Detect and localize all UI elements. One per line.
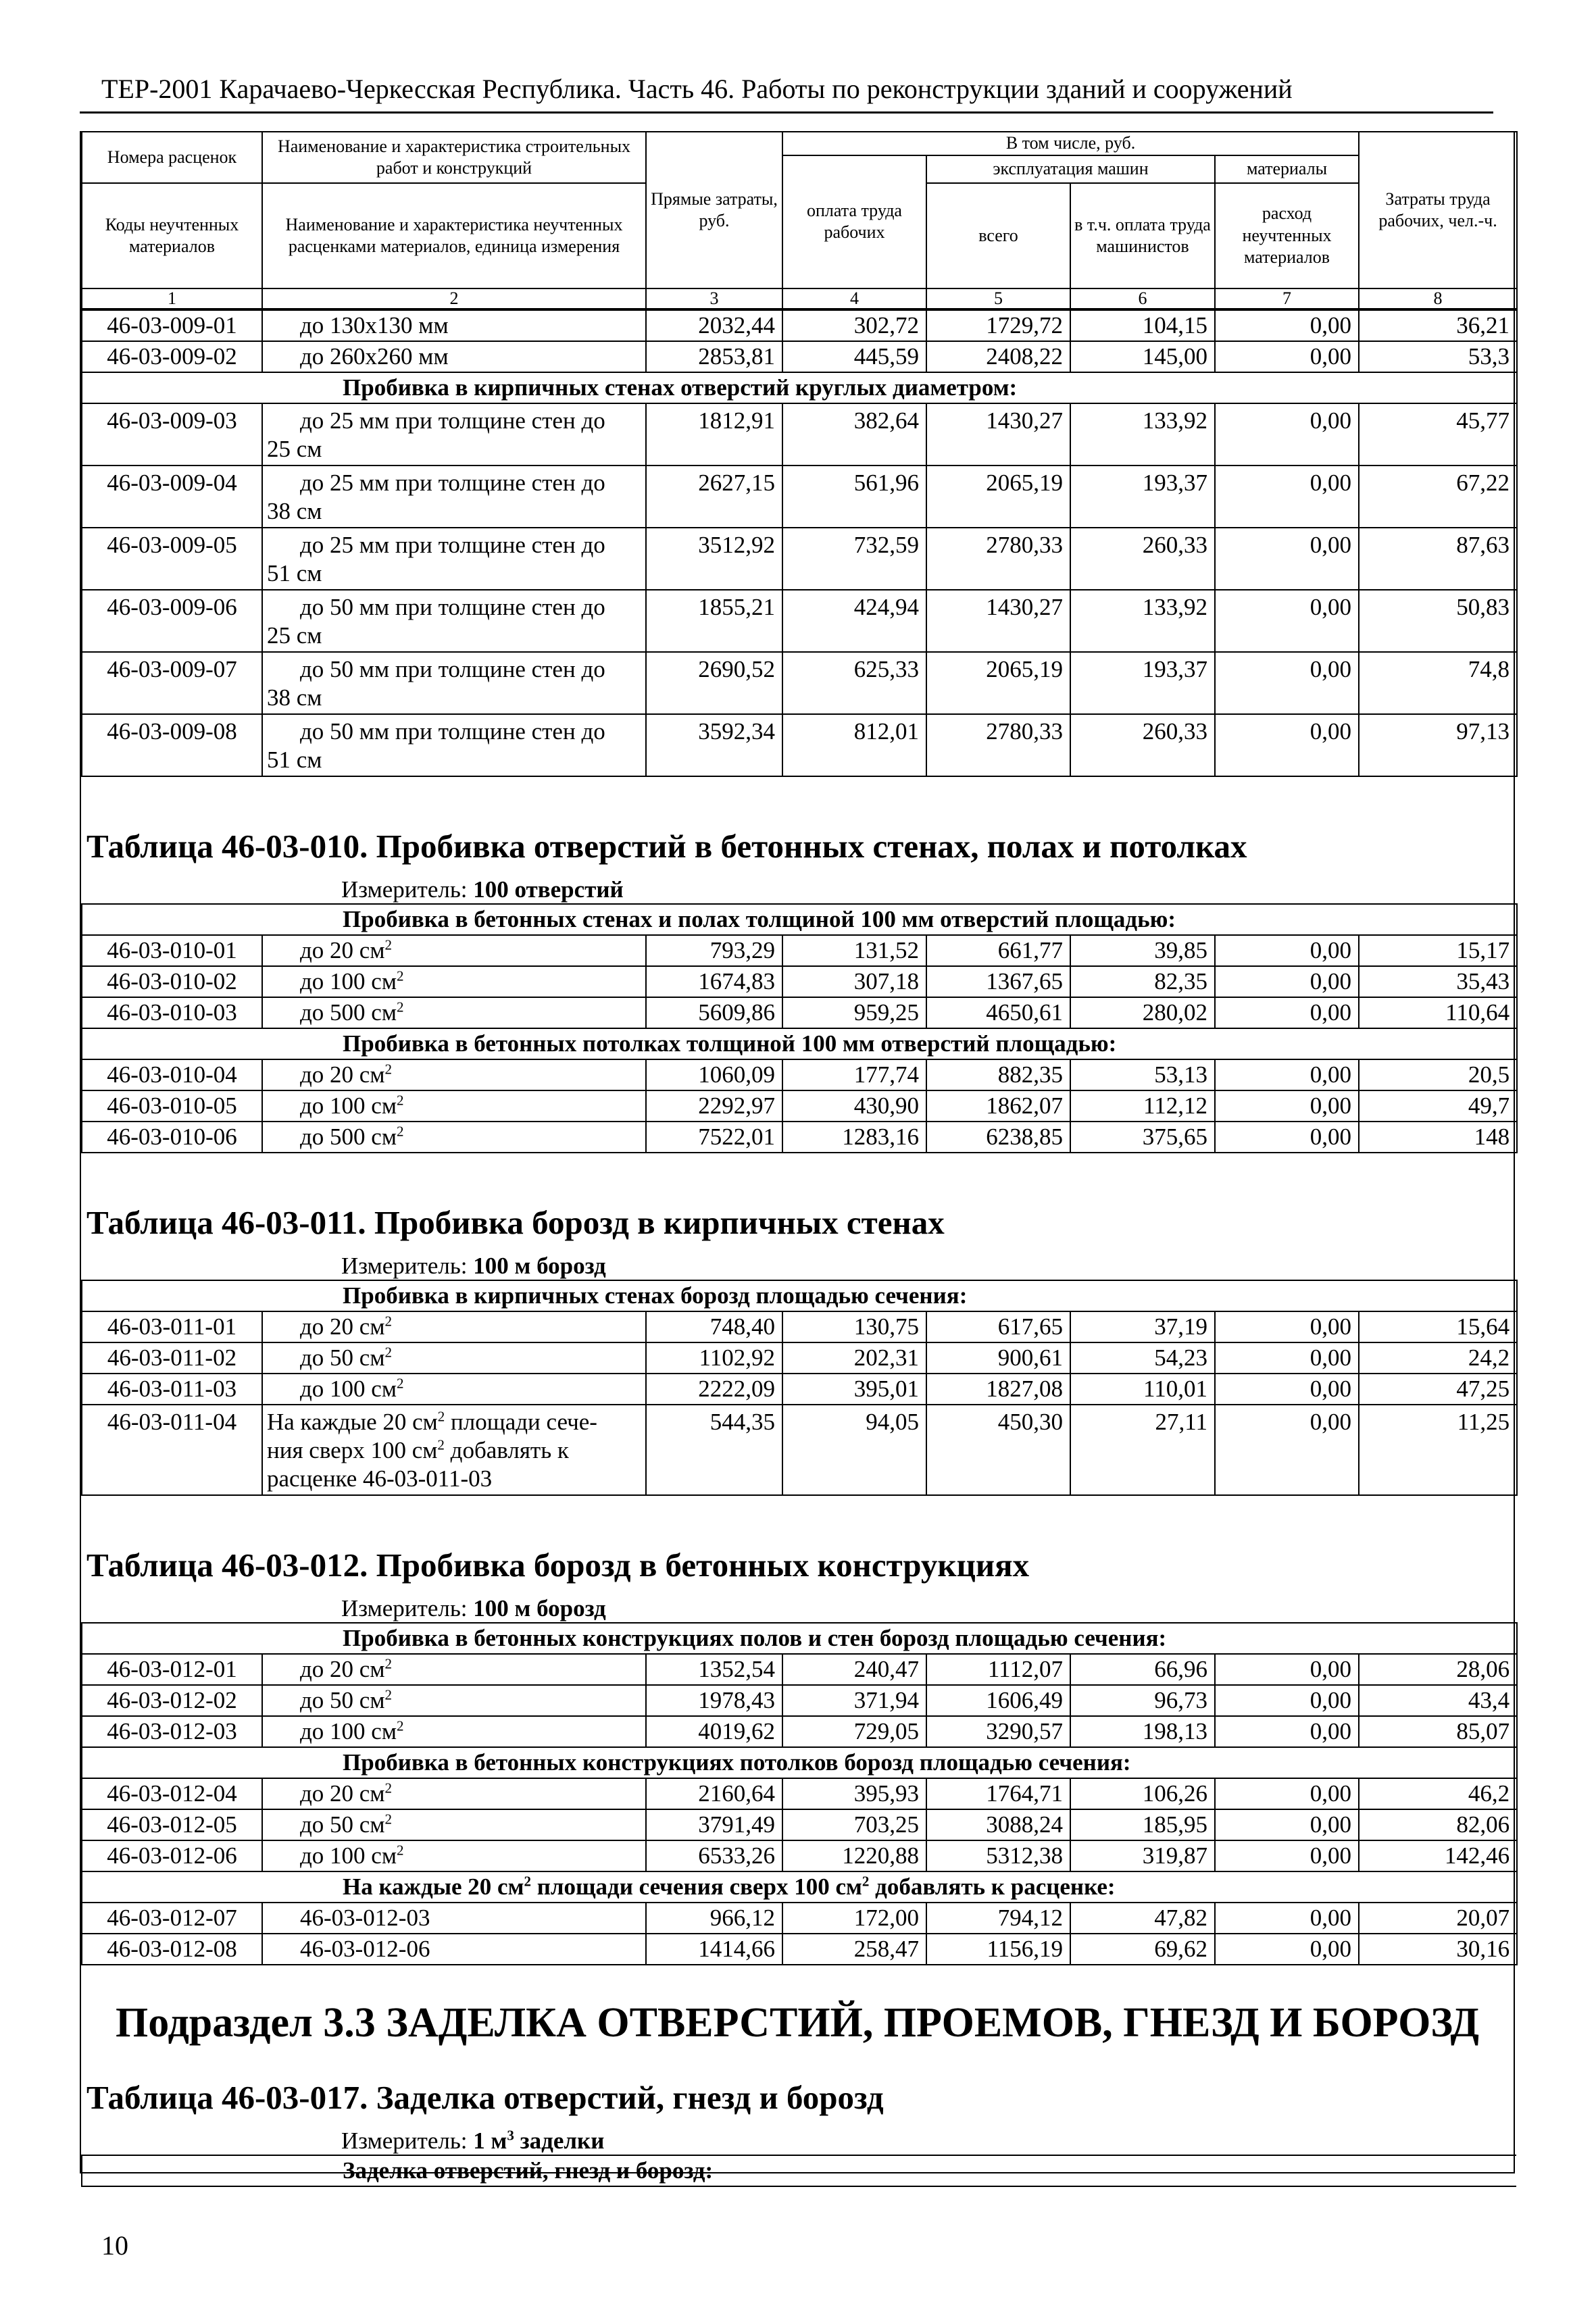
rate-description: до 20 $см^2$ [262, 935, 646, 966]
value-cell: 0,00 [1215, 1405, 1359, 1495]
value-cell: 49,7 [1359, 1090, 1517, 1122]
value-cell: 67,22 [1359, 466, 1517, 528]
rate-code: 46-03-009-03 [82, 403, 262, 466]
page-number: 10 [101, 2230, 128, 2261]
section-row [82, 372, 1517, 403]
col-number: 4 [782, 288, 926, 309]
rate-description: до 20 $см^2$ [262, 1778, 646, 1809]
value-cell: 5609,86 [646, 997, 782, 1028]
value-cell: 1430,27 [926, 590, 1070, 652]
value-cell: 544,35 [646, 1405, 782, 1495]
table-row [82, 714, 1517, 776]
rate-code: 46-03-009-07 [82, 652, 262, 714]
value-cell: 240,47 [782, 1654, 926, 1685]
value-cell: 1060,09 [646, 1059, 782, 1090]
value-cell: 395,01 [782, 1374, 926, 1405]
column-header-table [81, 131, 1518, 309]
value-cell: 5312,38 [926, 1840, 1070, 1871]
value-cell: 185,95 [1070, 1809, 1215, 1840]
value-cell: 133,92 [1070, 403, 1215, 466]
value-cell: 193,37 [1070, 652, 1215, 714]
value-cell: 0,00 [1215, 997, 1359, 1028]
value-cell: 793,29 [646, 935, 782, 966]
value-cell: 2627,15 [646, 466, 782, 528]
table-row [82, 341, 1517, 372]
rate-code: 46-03-010-05 [82, 1090, 262, 1122]
value-cell: 0,00 [1215, 1122, 1359, 1153]
value-cell: 0,00 [1215, 310, 1359, 341]
value-cell: 54,23 [1070, 1342, 1215, 1374]
rate-description: до 25 мм при толщине стен до 25 см [262, 403, 646, 466]
value-cell: 193,37 [1070, 466, 1215, 528]
value-cell: 39,85 [1070, 935, 1215, 966]
table-46-03-012 [81, 1622, 1518, 1965]
value-cell: 35,43 [1359, 966, 1517, 997]
value-cell: 96,73 [1070, 1685, 1215, 1716]
rate-description: до 20 $см^2$ [262, 1059, 646, 1090]
value-cell: 2408,22 [926, 341, 1070, 372]
value-cell: 37,19 [1070, 1311, 1215, 1342]
value-cell: 130,75 [782, 1311, 926, 1342]
value-cell: 43,4 [1359, 1685, 1517, 1716]
section-heading: На каждые 20 $см^2$ площади сечения сверх 100 $см^2$ добавлять к расценке: [82, 1871, 1517, 1903]
value-cell: 0,00 [1215, 1934, 1359, 1965]
col-labor-cost-header: Затраты труда рабочих, чел.-ч. [1359, 132, 1517, 288]
col-number: 1 [82, 288, 262, 309]
value-cell: 1674,83 [646, 966, 782, 997]
value-cell: 3791,49 [646, 1809, 782, 1840]
value-cell: 172,00 [782, 1903, 926, 1934]
value-cell: 1729,72 [926, 310, 1070, 341]
value-cell: 1156,19 [926, 1934, 1070, 1965]
table-row [82, 935, 1517, 966]
rate-description: до 100 $см^2$ [262, 1374, 646, 1405]
col-code-header: Номера расценок [82, 132, 262, 183]
value-cell: 145,00 [1070, 341, 1215, 372]
value-cell: 382,64 [782, 403, 926, 466]
rate-description: до 50 $см^2$ [262, 1685, 646, 1716]
value-cell: 260,33 [1070, 528, 1215, 590]
value-cell: 148 [1359, 1122, 1517, 1153]
rate-description: до 100 $см^2$ [262, 1840, 646, 1871]
value-cell: 1352,54 [646, 1654, 782, 1685]
rate-description: 46-03-012-03 [262, 1903, 646, 1934]
col-direct-header: Прямые затраты, руб. [646, 132, 782, 288]
value-cell: 395,93 [782, 1778, 926, 1809]
header-rule [80, 111, 1493, 114]
rate-description: На каждые 20 $см^2$ площади сече- ния сверх 100 $см^2$ добавлять к расценке 46-03-011-03 [262, 1405, 646, 1495]
value-cell: 0,00 [1215, 652, 1359, 714]
value-cell: 0,00 [1215, 1778, 1359, 1809]
rate-code: 46-03-012-06 [82, 1840, 262, 1871]
rate-description: до 500 $см^2$ [262, 997, 646, 1028]
value-cell: 445,59 [782, 341, 926, 372]
value-cell: 94,05 [782, 1405, 926, 1495]
table-012-title: Таблица 46-03-012. Пробивка борозд в бетонных конструкциях [86, 1546, 1030, 1584]
table-010-meter: Измеритель: 100 отверстий [341, 876, 624, 903]
table-row [82, 590, 1517, 652]
section-row [82, 1747, 1517, 1778]
col-number: 6 [1070, 288, 1215, 309]
rate-description: до 500 $см^2$ [262, 1122, 646, 1153]
value-cell: 900,61 [926, 1342, 1070, 1374]
value-cell: 258,47 [782, 1934, 926, 1965]
table-row [82, 1934, 1517, 1965]
value-cell: 177,74 [782, 1059, 926, 1090]
table-row [82, 1405, 1517, 1495]
rate-code: 46-03-012-08 [82, 1934, 262, 1965]
rate-code: 46-03-011-03 [82, 1374, 262, 1405]
table-010-title: Таблица 46-03-010. Пробивка отверстий в бетонных стенах, полах и потолках [86, 828, 1247, 865]
col-number: 8 [1359, 288, 1517, 309]
table-row [82, 466, 1517, 528]
rate-code: 46-03-012-01 [82, 1654, 262, 1685]
rate-code: 46-03-009-08 [82, 714, 262, 776]
rate-code: 46-03-010-01 [82, 935, 262, 966]
value-cell: 47,82 [1070, 1903, 1215, 1934]
value-cell: 20,07 [1359, 1903, 1517, 1934]
rate-code: 46-03-011-01 [82, 1311, 262, 1342]
value-cell: 2065,19 [926, 652, 1070, 714]
value-cell: 2292,97 [646, 1090, 782, 1122]
table-row [82, 1840, 1517, 1871]
table-row [82, 1122, 1517, 1153]
rate-code: 46-03-009-04 [82, 466, 262, 528]
rate-code: 46-03-012-07 [82, 1903, 262, 1934]
table-row [82, 1311, 1517, 1342]
value-cell: 966,12 [646, 1903, 782, 1934]
value-cell: 0,00 [1215, 1374, 1359, 1405]
rate-description: до 50 мм при толщине стен до 38 см [262, 652, 646, 714]
value-cell: 625,33 [782, 652, 926, 714]
rate-code: 46-03-012-02 [82, 1685, 262, 1716]
value-cell: 74,8 [1359, 652, 1517, 714]
table-row [82, 966, 1517, 997]
table-017-title: Таблица 46-03-017. Заделка отверстий, гнезд и борозд [86, 2079, 884, 2116]
value-cell: 20,5 [1359, 1059, 1517, 1090]
value-cell: 53,13 [1070, 1059, 1215, 1090]
value-cell: 1414,66 [646, 1934, 782, 1965]
value-cell: 2222,09 [646, 1374, 782, 1405]
value-cell: 53,3 [1359, 341, 1517, 372]
rate-code: 46-03-009-01 [82, 310, 262, 341]
table-row [82, 310, 1517, 341]
value-cell: 561,96 [782, 466, 926, 528]
value-cell: 131,52 [782, 935, 926, 966]
value-cell: 82,06 [1359, 1809, 1517, 1840]
col-machines-header: эксплуатация машин [926, 155, 1215, 184]
value-cell: 0,00 [1215, 341, 1359, 372]
value-cell: 0,00 [1215, 1654, 1359, 1685]
section-row [82, 1871, 1517, 1903]
value-cell: 69,62 [1070, 1934, 1215, 1965]
table-row [82, 1090, 1517, 1122]
rate-description: до 260х260 мм [262, 341, 646, 372]
value-cell: 110,64 [1359, 997, 1517, 1028]
value-cell: 0,00 [1215, 403, 1359, 466]
value-cell: 0,00 [1215, 1716, 1359, 1747]
section-heading: Пробивка в бетонных конструкциях потолков борозд площадью сечения: [82, 1747, 1517, 1778]
value-cell: 2690,52 [646, 652, 782, 714]
value-cell: 450,30 [926, 1405, 1070, 1495]
table-row [82, 528, 1517, 590]
subsection-title: Подраздел 3.3 ЗАДЕЛКА ОТВЕРСТИЙ, ПРОЕМОВ, ГНЕЗД И БОРОЗД [116, 2000, 1479, 2046]
value-cell: 617,65 [926, 1311, 1070, 1342]
table-row [82, 652, 1517, 714]
rate-code: 46-03-009-05 [82, 528, 262, 590]
value-cell: 3088,24 [926, 1809, 1070, 1840]
value-cell: 794,12 [926, 1903, 1070, 1934]
value-cell: 2780,33 [926, 714, 1070, 776]
section-heading: Пробивка в кирпичных стенах отверстий круглых диаметром: [82, 372, 1517, 403]
value-cell: 6533,26 [646, 1840, 782, 1871]
value-cell: 1606,49 [926, 1685, 1070, 1716]
value-cell: 1367,65 [926, 966, 1070, 997]
value-cell: 0,00 [1215, 1090, 1359, 1122]
col-materials-header: материалы [1215, 155, 1359, 184]
value-cell: 2853,81 [646, 341, 782, 372]
value-cell: 0,00 [1215, 935, 1359, 966]
section-heading: Пробивка в кирпичных стенах борозд площадью сечения: [82, 1280, 1517, 1311]
rate-description: до 50 $см^2$ [262, 1809, 646, 1840]
value-cell: 97,13 [1359, 714, 1517, 776]
section-row [82, 2155, 1516, 2186]
value-cell: 0,00 [1215, 966, 1359, 997]
section-row [82, 1623, 1517, 1654]
value-cell: 319,87 [1070, 1840, 1215, 1871]
value-cell: 812,01 [782, 714, 926, 776]
value-cell: 0,00 [1215, 590, 1359, 652]
rate-description: до 100 $см^2$ [262, 966, 646, 997]
value-cell: 28,06 [1359, 1654, 1517, 1685]
value-cell: 7522,01 [646, 1122, 782, 1153]
value-cell: 882,35 [926, 1059, 1070, 1090]
value-cell: 133,92 [1070, 590, 1215, 652]
table-46-03-011 [81, 1280, 1518, 1496]
section-heading: Пробивка в бетонных конструкциях полов и стен борозд площадью сечения: [82, 1623, 1517, 1654]
rate-code: 46-03-012-04 [82, 1778, 262, 1809]
value-cell: 430,90 [782, 1090, 926, 1122]
value-cell: 50,83 [1359, 590, 1517, 652]
value-cell: 24,2 [1359, 1342, 1517, 1374]
rate-code: 46-03-011-04 [82, 1405, 262, 1495]
value-cell: 307,18 [782, 966, 926, 997]
rate-code: 46-03-010-04 [82, 1059, 262, 1090]
section-row [82, 1028, 1517, 1059]
value-cell: 2160,64 [646, 1778, 782, 1809]
rate-description: до 25 мм при толщине стен до 38 см [262, 466, 646, 528]
table-row [82, 997, 1517, 1028]
value-cell: 0,00 [1215, 1840, 1359, 1871]
table-46-03-009 [81, 309, 1518, 777]
value-cell: 36,21 [1359, 310, 1517, 341]
table-011-title: Таблица 46-03-011. Пробивка борозд в кирпичных стенах [86, 1204, 945, 1241]
section-row [82, 904, 1517, 935]
rate-description: до 130х130 мм [262, 310, 646, 341]
col-materials-code-header: Коды неучтенных материалов [82, 183, 262, 288]
table-row [82, 1778, 1517, 1809]
value-cell: 732,59 [782, 528, 926, 590]
value-cell: 0,00 [1215, 466, 1359, 528]
table-row [82, 403, 1517, 466]
col-machinists-header: в т.ч. оплата труда машинистов [1070, 183, 1215, 288]
value-cell: 3592,34 [646, 714, 782, 776]
value-cell: 1112,07 [926, 1654, 1070, 1685]
value-cell: 0,00 [1215, 1311, 1359, 1342]
table-row [82, 1685, 1517, 1716]
value-cell: 375,65 [1070, 1122, 1215, 1153]
table-row [82, 1716, 1517, 1747]
value-cell: 1978,43 [646, 1685, 782, 1716]
rate-description: до 100 $см^2$ [262, 1090, 646, 1122]
running-header: ТЕР-2001 Карачаево-Черкесская Республика. Часть 46. Работы по реконструкции зданий и сооружений [101, 74, 1293, 104]
value-cell: 1827,08 [926, 1374, 1070, 1405]
section-heading: Пробивка в бетонных потолках толщиной 100 мм отверстий площадью: [82, 1028, 1517, 1059]
value-cell: 1283,16 [782, 1122, 926, 1153]
value-cell: 302,72 [782, 310, 926, 341]
value-cell: 3512,92 [646, 528, 782, 590]
value-cell: 2780,33 [926, 528, 1070, 590]
rate-code: 46-03-009-06 [82, 590, 262, 652]
rate-code: 46-03-010-03 [82, 997, 262, 1028]
value-cell: 110,01 [1070, 1374, 1215, 1405]
value-cell: 3290,57 [926, 1716, 1070, 1747]
value-cell: 4650,61 [926, 997, 1070, 1028]
value-cell: 66,96 [1070, 1654, 1215, 1685]
value-cell: 2065,19 [926, 466, 1070, 528]
column-number-row [82, 288, 1517, 309]
col-name-header: Наименование и характеристика строительных работ и конструкций [262, 132, 646, 183]
value-cell: 260,33 [1070, 714, 1215, 776]
value-cell: 45,77 [1359, 403, 1517, 466]
value-cell: 703,25 [782, 1809, 926, 1840]
section-heading: Пробивка в бетонных стенах и полах толщиной 100 мм отверстий площадью: [82, 904, 1517, 935]
table-011-meter: Измеритель: 100 м борозд [341, 1253, 606, 1279]
col-number: 5 [926, 288, 1070, 309]
col-labor-pay-header: оплата труда рабочих [782, 155, 926, 289]
col-materials-name-header: Наименование и характеристика неучтенных расценками материалов, единица измерения [262, 183, 646, 288]
rate-description: до 25 мм при толщине стен до 51 см [262, 528, 646, 590]
value-cell: 6238,85 [926, 1122, 1070, 1153]
col-number: 7 [1215, 288, 1359, 309]
value-cell: 104,15 [1070, 310, 1215, 341]
value-cell: 0,00 [1215, 1059, 1359, 1090]
col-including-header: В том числе, руб. [782, 132, 1359, 155]
rate-code: 46-03-012-03 [82, 1716, 262, 1747]
value-cell: 371,94 [782, 1685, 926, 1716]
rate-description: 46-03-012-06 [262, 1934, 646, 1965]
col-number: 2 [262, 288, 646, 309]
rate-description: до 20 $см^2$ [262, 1654, 646, 1685]
value-cell: 1855,21 [646, 590, 782, 652]
value-cell: 106,26 [1070, 1778, 1215, 1809]
rate-description: до 50 мм при толщине стен до 25 см [262, 590, 646, 652]
table-row [82, 1342, 1517, 1374]
col-number: 3 [646, 288, 782, 309]
table-row [82, 1654, 1517, 1685]
value-cell: 1812,91 [646, 403, 782, 466]
value-cell: 661,77 [926, 935, 1070, 966]
table-row [82, 1903, 1517, 1934]
rate-description: до 100 $см^2$ [262, 1716, 646, 1747]
value-cell: 46,2 [1359, 1778, 1517, 1809]
value-cell: 0,00 [1215, 714, 1359, 776]
table-row [82, 1374, 1517, 1405]
rate-code: 46-03-012-05 [82, 1809, 262, 1840]
value-cell: 0,00 [1215, 1903, 1359, 1934]
value-cell: 47,25 [1359, 1374, 1517, 1405]
value-cell: 85,07 [1359, 1716, 1517, 1747]
value-cell: 748,40 [646, 1311, 782, 1342]
rate-description: до 20 $см^2$ [262, 1311, 646, 1342]
table-46-03-010 [81, 903, 1518, 1153]
col-machines-total-header: всего [926, 183, 1070, 288]
value-cell: 15,64 [1359, 1311, 1517, 1342]
value-cell: 202,31 [782, 1342, 926, 1374]
table-012-meter: Измеритель: 100 м борозд [341, 1595, 606, 1621]
value-cell: 87,63 [1359, 528, 1517, 590]
value-cell: 1764,71 [926, 1778, 1070, 1809]
value-cell: 280,02 [1070, 997, 1215, 1028]
value-cell: 959,25 [782, 997, 926, 1028]
value-cell: 30,16 [1359, 1934, 1517, 1965]
value-cell: 82,35 [1070, 966, 1215, 997]
rate-code: 46-03-009-02 [82, 341, 262, 372]
rate-code: 46-03-010-06 [82, 1122, 262, 1153]
value-cell: 1430,27 [926, 403, 1070, 466]
rate-code: 46-03-011-02 [82, 1342, 262, 1374]
section-row [82, 1280, 1517, 1311]
document-frame [80, 131, 1515, 2184]
value-cell: 1102,92 [646, 1342, 782, 1374]
value-cell: 198,13 [1070, 1716, 1215, 1747]
value-cell: 1220,88 [782, 1840, 926, 1871]
table-46-03-017 [81, 2155, 1516, 2187]
value-cell: 0,00 [1215, 1809, 1359, 1840]
value-cell: 1862,07 [926, 1090, 1070, 1122]
table-row [82, 1059, 1517, 1090]
value-cell: 27,11 [1070, 1405, 1215, 1495]
value-cell: 11,25 [1359, 1405, 1517, 1495]
rate-description: до 50 $см^2$ [262, 1342, 646, 1374]
section-heading: Заделка отверстий, гнезд и борозд: [82, 2155, 1516, 2186]
table-017-meter: Измеритель: 1 $м^3$ заделки [341, 2127, 605, 2154]
value-cell: 0,00 [1215, 1342, 1359, 1374]
value-cell: 2032,44 [646, 310, 782, 341]
value-cell: 0,00 [1215, 1685, 1359, 1716]
rate-description: до 50 мм при толщине стен до 51 см [262, 714, 646, 776]
value-cell: 729,05 [782, 1716, 926, 1747]
rate-code: 46-03-010-02 [82, 966, 262, 997]
value-cell: 112,12 [1070, 1090, 1215, 1122]
value-cell: 142,46 [1359, 1840, 1517, 1871]
col-materials-sub-header: расход неучтенных материалов [1215, 183, 1359, 288]
value-cell: 15,17 [1359, 935, 1517, 966]
table-row [82, 1809, 1517, 1840]
value-cell: 4019,62 [646, 1716, 782, 1747]
value-cell: 424,94 [782, 590, 926, 652]
value-cell: 0,00 [1215, 528, 1359, 590]
